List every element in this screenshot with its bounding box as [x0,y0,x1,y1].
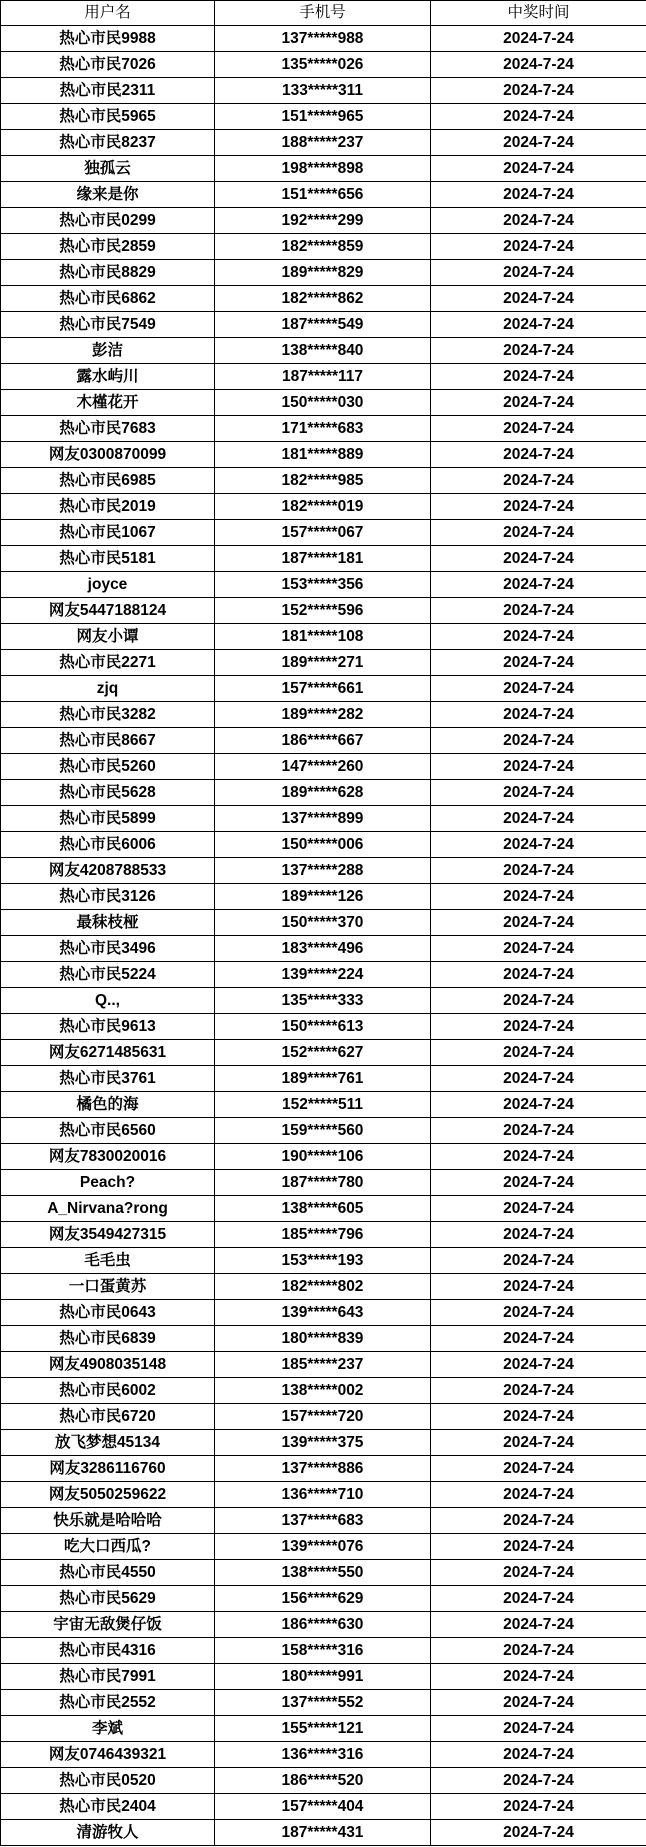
cell-phone: 139*****643 [215,1300,431,1326]
cell-username: 网友4208788533 [1,858,215,884]
cell-phone: 150*****613 [215,1014,431,1040]
table-row [1,1378,646,1404]
cell-win-time: 2024-7-24 [431,702,646,728]
cell-win-time: 2024-7-24 [431,520,646,546]
cell-win-time: 2024-7-24 [431,26,646,52]
table-row [1,260,646,286]
table-row [1,728,646,754]
cell-win-time: 2024-7-24 [431,182,646,208]
cell-username: 热心市民5899 [1,806,215,832]
table-row [1,52,646,78]
cell-win-time: 2024-7-24 [431,1014,646,1040]
table-row [1,286,646,312]
table-row [1,650,646,676]
table-row [1,416,646,442]
table-row [1,442,646,468]
cell-username: Peach? [1,1170,215,1196]
cell-win-time: 2024-7-24 [431,364,646,390]
table-row [1,1664,646,1690]
cell-win-time: 2024-7-24 [431,52,646,78]
cell-username: 缘来是你 [1,182,215,208]
table-row [1,1170,646,1196]
cell-phone: 187*****549 [215,312,431,338]
cell-username: joyce [1,572,215,598]
cell-win-time: 2024-7-24 [431,1482,646,1508]
table-row [1,884,646,910]
cell-phone: 183*****496 [215,936,431,962]
table-row [1,494,646,520]
table-row [1,572,646,598]
cell-username: 热心市民8667 [1,728,215,754]
table-row [1,104,646,130]
cell-username: Q.., [1,988,215,1014]
cell-username: 热心市民5628 [1,780,215,806]
cell-username: 热心市民2404 [1,1794,215,1820]
cell-win-time: 2024-7-24 [431,1248,646,1274]
cell-phone: 182*****985 [215,468,431,494]
cell-phone: 150*****030 [215,390,431,416]
cell-win-time: 2024-7-24 [431,650,646,676]
cell-win-time: 2024-7-24 [431,1794,646,1820]
cell-win-time: 2024-7-24 [431,1274,646,1300]
cell-phone: 181*****108 [215,624,431,650]
cell-username: 独孤云 [1,156,215,182]
cell-phone: 137*****288 [215,858,431,884]
cell-phone: 189*****271 [215,650,431,676]
cell-username: 热心市民3282 [1,702,215,728]
cell-username: 热心市民3761 [1,1066,215,1092]
cell-phone: 187*****181 [215,546,431,572]
table-row [1,624,646,650]
column-header-win-time: 中奖时间 [431,1,646,26]
cell-win-time: 2024-7-24 [431,806,646,832]
cell-win-time: 2024-7-24 [431,572,646,598]
cell-username: 热心市民6560 [1,1118,215,1144]
cell-win-time: 2024-7-24 [431,598,646,624]
cell-win-time: 2024-7-24 [431,728,646,754]
cell-phone: 156*****629 [215,1586,431,1612]
cell-username: 网友4908035148 [1,1352,215,1378]
cell-win-time: 2024-7-24 [431,1430,646,1456]
cell-phone: 157*****404 [215,1794,431,1820]
table-row [1,1638,646,1664]
cell-username: 网友5447188124 [1,598,215,624]
table-row [1,1612,646,1638]
table-row [1,1066,646,1092]
cell-username: 热心市民9613 [1,1014,215,1040]
cell-win-time: 2024-7-24 [431,208,646,234]
cell-phone: 187*****117 [215,364,431,390]
cell-username: 热心市民0520 [1,1768,215,1794]
cell-phone: 153*****356 [215,572,431,598]
cell-win-time: 2024-7-24 [431,1456,646,1482]
cell-win-time: 2024-7-24 [431,1092,646,1118]
table-row [1,208,646,234]
cell-win-time: 2024-7-24 [431,78,646,104]
table-row [1,806,646,832]
cell-phone: 185*****237 [215,1352,431,1378]
cell-phone: 150*****370 [215,910,431,936]
cell-win-time: 2024-7-24 [431,1170,646,1196]
table-row [1,1014,646,1040]
cell-win-time: 2024-7-24 [431,1196,646,1222]
table-row [1,1092,646,1118]
table-row [1,546,646,572]
cell-win-time: 2024-7-24 [431,1586,646,1612]
cell-phone: 135*****026 [215,52,431,78]
cell-username: 网友3286116760 [1,1456,215,1482]
cell-phone: 137*****886 [215,1456,431,1482]
cell-phone: 139*****375 [215,1430,431,1456]
cell-win-time: 2024-7-24 [431,104,646,130]
cell-username: 热心市民3496 [1,936,215,962]
table-row [1,676,646,702]
cell-win-time: 2024-7-24 [431,1144,646,1170]
table-row [1,1118,646,1144]
cell-username: 热心市民0643 [1,1300,215,1326]
cell-win-time: 2024-7-24 [431,1508,646,1534]
cell-username: 李斌 [1,1716,215,1742]
cell-phone: 157*****720 [215,1404,431,1430]
cell-win-time: 2024-7-24 [431,754,646,780]
cell-username: 热心市民0299 [1,208,215,234]
cell-phone: 189*****282 [215,702,431,728]
table-row [1,1274,646,1300]
table-row [1,26,646,52]
table-row [1,1404,646,1430]
cell-username: 热心市民7026 [1,52,215,78]
cell-win-time: 2024-7-24 [431,234,646,260]
table-row [1,754,646,780]
table-row [1,1508,646,1534]
cell-win-time: 2024-7-24 [431,1664,646,1690]
table-row [1,1690,646,1716]
cell-phone: 189*****829 [215,260,431,286]
cell-phone: 138*****840 [215,338,431,364]
cell-win-time: 2024-7-24 [431,468,646,494]
cell-win-time: 2024-7-24 [431,390,646,416]
table-row [1,702,646,728]
cell-phone: 190*****106 [215,1144,431,1170]
cell-phone: 189*****126 [215,884,431,910]
cell-username: 网友3549427315 [1,1222,215,1248]
cell-win-time: 2024-7-24 [431,338,646,364]
cell-username: 热心市民8829 [1,260,215,286]
cell-phone: 159*****560 [215,1118,431,1144]
cell-phone: 138*****002 [215,1378,431,1404]
table-row [1,1586,646,1612]
table-row [1,312,646,338]
cell-phone: 158*****316 [215,1638,431,1664]
cell-win-time: 2024-7-24 [431,1300,646,1326]
table-row [1,1248,646,1274]
cell-phone: 137*****683 [215,1508,431,1534]
cell-phone: 186*****667 [215,728,431,754]
cell-phone: 152*****627 [215,1040,431,1066]
cell-phone: 186*****630 [215,1612,431,1638]
table-row [1,1534,646,1560]
cell-username: 热心市民5629 [1,1586,215,1612]
cell-phone: 198*****898 [215,156,431,182]
cell-username: 网友7830020016 [1,1144,215,1170]
cell-username: 热心市民8237 [1,130,215,156]
cell-username: 热心市民6006 [1,832,215,858]
cell-username: 热心市民5181 [1,546,215,572]
cell-win-time: 2024-7-24 [431,130,646,156]
cell-win-time: 2024-7-24 [431,260,646,286]
cell-phone: 189*****628 [215,780,431,806]
table-body [1,26,646,1846]
cell-username: 热心市民2552 [1,1690,215,1716]
cell-username: 网友0300870099 [1,442,215,468]
cell-phone: 138*****605 [215,1196,431,1222]
table-row [1,1768,646,1794]
cell-username: 吃大口西瓜? [1,1534,215,1560]
cell-win-time: 2024-7-24 [431,1352,646,1378]
cell-phone: 192*****299 [215,208,431,234]
table-row [1,520,646,546]
cell-phone: 180*****991 [215,1664,431,1690]
table-row [1,1040,646,1066]
cell-win-time: 2024-7-24 [431,1638,646,1664]
cell-win-time: 2024-7-24 [431,1534,646,1560]
cell-username: 橘色的海 [1,1092,215,1118]
cell-phone: 135*****333 [215,988,431,1014]
cell-win-time: 2024-7-24 [431,156,646,182]
table-row [1,1196,646,1222]
cell-phone: 139*****076 [215,1534,431,1560]
cell-username: 热心市民6862 [1,286,215,312]
cell-win-time: 2024-7-24 [431,494,646,520]
table-row [1,156,646,182]
cell-username: 毛毛虫 [1,1248,215,1274]
cell-win-time: 2024-7-24 [431,1404,646,1430]
cell-username: 热心市民6985 [1,468,215,494]
cell-phone: 157*****661 [215,676,431,702]
cell-phone: 185*****796 [215,1222,431,1248]
cell-phone: 136*****316 [215,1742,431,1768]
table-row [1,832,646,858]
cell-win-time: 2024-7-24 [431,962,646,988]
cell-phone: 137*****988 [215,26,431,52]
cell-win-time: 2024-7-24 [431,676,646,702]
cell-win-time: 2024-7-24 [431,1378,646,1404]
cell-phone: 151*****656 [215,182,431,208]
cell-phone: 187*****431 [215,1820,431,1846]
cell-username: 网友小谭 [1,624,215,650]
cell-win-time: 2024-7-24 [431,1118,646,1144]
cell-phone: 152*****511 [215,1092,431,1118]
table-row [1,338,646,364]
cell-phone: 137*****899 [215,806,431,832]
column-header-username: 用户名 [1,1,215,26]
cell-win-time: 2024-7-24 [431,1768,646,1794]
cell-username: 热心市民7683 [1,416,215,442]
cell-phone: 155*****121 [215,1716,431,1742]
table-row [1,936,646,962]
cell-username: 彭洁 [1,338,215,364]
cell-phone: 153*****193 [215,1248,431,1274]
cell-win-time: 2024-7-24 [431,1716,646,1742]
cell-win-time: 2024-7-24 [431,988,646,1014]
table-row [1,962,646,988]
table-row [1,858,646,884]
table-row [1,1222,646,1248]
cell-phone: 189*****761 [215,1066,431,1092]
table-row [1,1820,646,1846]
cell-phone: 147*****260 [215,754,431,780]
cell-win-time: 2024-7-24 [431,1066,646,1092]
table-row [1,1560,646,1586]
cell-phone: 188*****237 [215,130,431,156]
cell-phone: 133*****311 [215,78,431,104]
cell-win-time: 2024-7-24 [431,936,646,962]
cell-username: 热心市民2859 [1,234,215,260]
table-row [1,780,646,806]
cell-username: 热心市民1067 [1,520,215,546]
cell-win-time: 2024-7-24 [431,858,646,884]
cell-win-time: 2024-7-24 [431,1820,646,1846]
cell-username: 木槿花开 [1,390,215,416]
cell-win-time: 2024-7-24 [431,832,646,858]
cell-phone: 180*****839 [215,1326,431,1352]
cell-phone: 181*****889 [215,442,431,468]
cell-phone: 138*****550 [215,1560,431,1586]
cell-phone: 150*****006 [215,832,431,858]
cell-win-time: 2024-7-24 [431,1690,646,1716]
cell-username: 露水屿川 [1,364,215,390]
cell-win-time: 2024-7-24 [431,910,646,936]
cell-phone: 137*****552 [215,1690,431,1716]
table-row [1,1300,646,1326]
cell-win-time: 2024-7-24 [431,1040,646,1066]
cell-win-time: 2024-7-24 [431,780,646,806]
cell-username: A_Nirvana?rong [1,1196,215,1222]
cell-win-time: 2024-7-24 [431,312,646,338]
table-row [1,1716,646,1742]
cell-phone: 186*****520 [215,1768,431,1794]
table-row [1,988,646,1014]
column-header-phone: 手机号 [215,1,431,26]
cell-username: 热心市民2271 [1,650,215,676]
cell-username: 热心市民5260 [1,754,215,780]
table-row [1,130,646,156]
table-row [1,1482,646,1508]
cell-username: 热心市民2311 [1,78,215,104]
table-row [1,910,646,936]
cell-win-time: 2024-7-24 [431,884,646,910]
cell-username: 热心市民4316 [1,1638,215,1664]
table-row [1,1794,646,1820]
table-row [1,1144,646,1170]
table-row [1,468,646,494]
cell-win-time: 2024-7-24 [431,1612,646,1638]
cell-username: 清游牧人 [1,1820,215,1846]
cell-win-time: 2024-7-24 [431,624,646,650]
cell-win-time: 2024-7-24 [431,1560,646,1586]
cell-phone: 182*****019 [215,494,431,520]
cell-username: 热心市民5965 [1,104,215,130]
cell-phone: 182*****862 [215,286,431,312]
cell-phone: 151*****965 [215,104,431,130]
cell-win-time: 2024-7-24 [431,442,646,468]
cell-username: zjq [1,676,215,702]
cell-username: 热心市民2019 [1,494,215,520]
table-row [1,598,646,624]
cell-phone: 157*****067 [215,520,431,546]
cell-username: 热心市民9988 [1,26,215,52]
cell-username: 最秣枝桠 [1,910,215,936]
cell-phone: 171*****683 [215,416,431,442]
cell-username: 宇宙无敌煲仔饭 [1,1612,215,1638]
cell-win-time: 2024-7-24 [431,416,646,442]
table-row [1,1326,646,1352]
cell-username: 热心市民3126 [1,884,215,910]
cell-win-time: 2024-7-24 [431,546,646,572]
cell-username: 放飞梦想45134 [1,1430,215,1456]
cell-phone: 187*****780 [215,1170,431,1196]
cell-phone: 139*****224 [215,962,431,988]
cell-phone: 182*****859 [215,234,431,260]
table-row [1,182,646,208]
cell-username: 一口蛋黄苏 [1,1274,215,1300]
cell-username: 网友0746439321 [1,1742,215,1768]
table-header-row [1,1,646,26]
table-row [1,1352,646,1378]
cell-username: 快乐就是哈哈哈 [1,1508,215,1534]
cell-username: 热心市民6839 [1,1326,215,1352]
table-row [1,390,646,416]
cell-win-time: 2024-7-24 [431,1326,646,1352]
cell-phone: 152*****596 [215,598,431,624]
cell-username: 热心市民6002 [1,1378,215,1404]
cell-username: 网友6271485631 [1,1040,215,1066]
cell-phone: 182*****802 [215,1274,431,1300]
cell-phone: 136*****710 [215,1482,431,1508]
table-row [1,1430,646,1456]
cell-username: 热心市民7549 [1,312,215,338]
table-row [1,234,646,260]
table-row [1,1742,646,1768]
table-row [1,364,646,390]
table-row [1,1456,646,1482]
cell-username: 热心市民7991 [1,1664,215,1690]
table-row [1,78,646,104]
cell-username: 热心市民6720 [1,1404,215,1430]
cell-username: 热心市民4550 [1,1560,215,1586]
cell-username: 热心市民5224 [1,962,215,988]
cell-win-time: 2024-7-24 [431,1742,646,1768]
cell-win-time: 2024-7-24 [431,286,646,312]
cell-win-time: 2024-7-24 [431,1222,646,1248]
cell-username: 网友5050259622 [1,1482,215,1508]
